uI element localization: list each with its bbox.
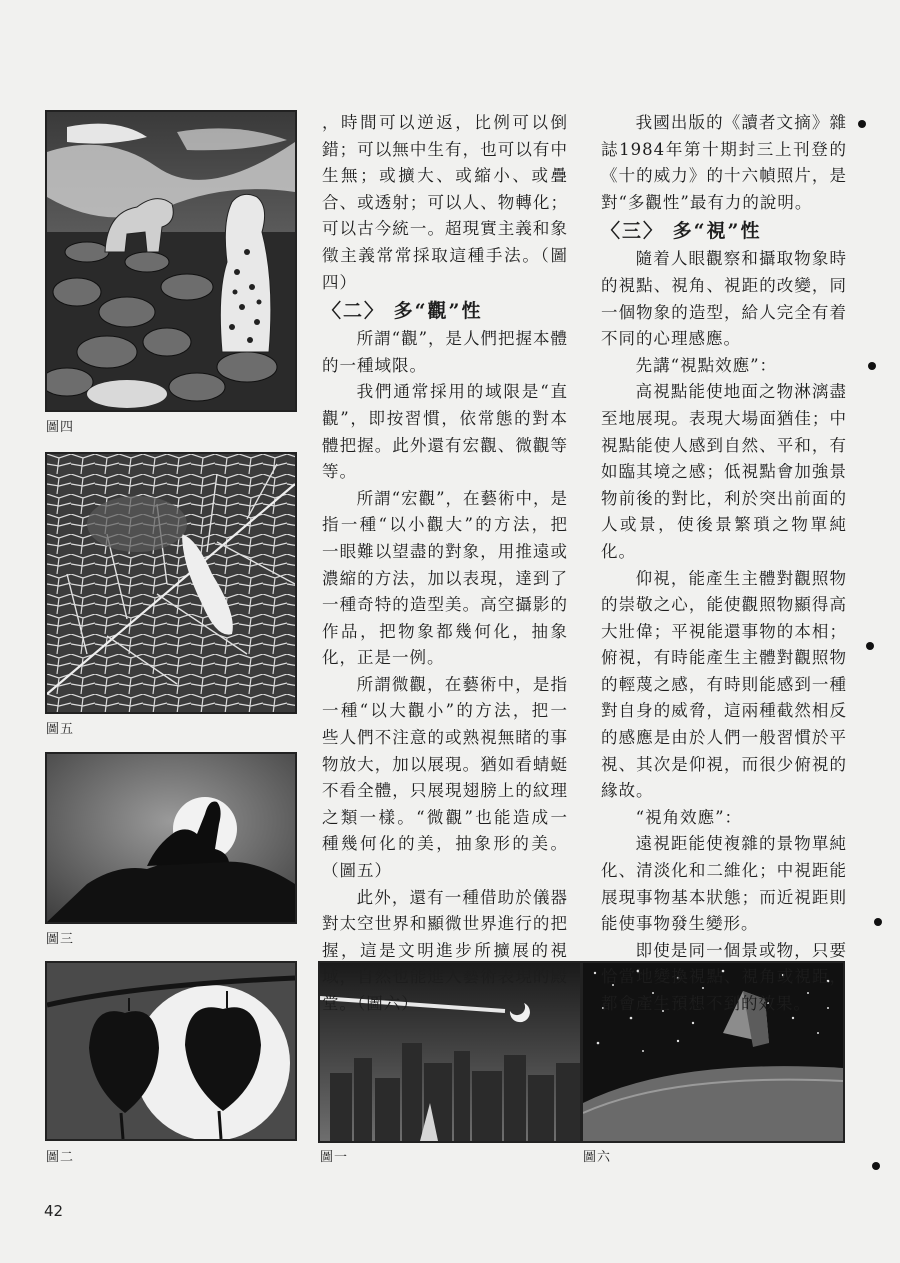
- paragraph: 所謂微觀，在藝術中，是指一種“以大觀小”的方法，把一些人們不注意的或熟視無睹的事物放大，加以展現。猶如看蜻蜓不看全體，只展現翅膀上的紋理之類一樣。“微觀”也能造成一種幾何化的美，抽象形的美。（圖五）: [322, 674, 568, 881]
- paragraph: 此外，還有一種借助於儀器對太空世界和顯微世界進行的把握，這是文明進步所擴展的視域，自然也能進入藝術表現的殿堂。（圖六）: [322, 887, 568, 1013]
- paragraph: 高視點能使地面之物淋漓盡至地展現。表現大場面猶佳；中視點能使人感到自然、平和，有如臨其境之感；低視點會加強景物前後的對比，利於突出前面的人或景，使後景繁瑣之物單純化。: [601, 382, 847, 561]
- binding-dot: [866, 642, 874, 650]
- paragraph: ，時間可以逆返，比例可以倒錯；可以無中生有，也可以有中生無；或擴大、或縮小、或疊合、或透射；可以人、物轉化；可以古今統一。超現實主義和象徵主義常常採取這種手法。（圖四）: [322, 113, 568, 292]
- figure-5-caption: 圖五: [46, 722, 75, 737]
- paragraph: 所謂“宏觀”，在藝術中，是指一種“以小觀大”的方法，把一眼難以望盡的對象，用推遠或濃縮的方法，加以表現，達到了一種奇特的造型美。高空攝影的作品，把物象都幾何化，抽象化，正是一例。: [322, 488, 569, 668]
- page-number: 42: [44, 1202, 64, 1220]
- paragraph: 我國出版的《讀者文摘》雜誌1984年第十期封三上刊登的《十的威力》的十六幀照片，是對“多觀性”最有力的說明。: [601, 113, 847, 212]
- figure-5-photo: [45, 452, 297, 714]
- binding-dot: [858, 120, 866, 128]
- section-heading-2: 〈二〉 多“觀”性: [322, 300, 483, 323]
- figure-2-photo: [45, 961, 297, 1141]
- section-heading-3: 〈三〉 多“視”性: [601, 220, 762, 243]
- figure-6-caption: 圖六: [583, 1150, 612, 1165]
- paragraph: 遠視距能使複雜的景物單純化、清淡化和二維化；中視距能展現事物基本狀態；而近視距則能使事物發生變形。: [601, 834, 847, 934]
- figure-2-caption: 圖二: [46, 1150, 75, 1165]
- paragraph: 即使是同一個景或物，只要恰當地變換視點、視角或視距，都會產生預想不到的效果。: [601, 940, 847, 1013]
- paragraph: 我們通常採用的域限是“直觀”，即按習慣，依常態的對本體把握。此外還有宏觀、微觀等等。: [322, 382, 568, 482]
- text-column-right: [601, 110, 847, 1018]
- figure-1-caption: 圖一: [320, 1150, 349, 1165]
- text-column-middle: [322, 110, 568, 1018]
- figure-3-photo: [45, 752, 297, 924]
- paragraph: 仰視，能產生主體對觀照物的崇敬之心，能使觀照物顯得高大壯偉；平視能還事物的本相；俯視，有時能產生主體對觀照物的輕蔑之感，有時則能感到一種對自身的威脅，這兩種截然相反的感應是由於人們一般習慣於平視、其次是仰視，而很少俯視的緣故。: [601, 568, 847, 801]
- figure-4-photo: [45, 110, 297, 412]
- binding-dot: [872, 1162, 880, 1170]
- paragraph: 隨着人眼觀察和攝取物象時的視點、視角、視距的改變，同一個物象的造型，給人完全有着不同的心理感應。: [601, 249, 847, 349]
- paragraph: “視角效應”：: [635, 807, 743, 827]
- binding-dot: [868, 362, 876, 370]
- binding-dot: [874, 918, 882, 926]
- figure-4-caption: 圖四: [46, 420, 75, 435]
- figure-3-caption: 圖三: [46, 932, 75, 947]
- paragraph: 所謂“觀”，是人們把握本體的一種域限。: [322, 329, 569, 375]
- paragraph: 先講“視點效應”：: [635, 355, 778, 375]
